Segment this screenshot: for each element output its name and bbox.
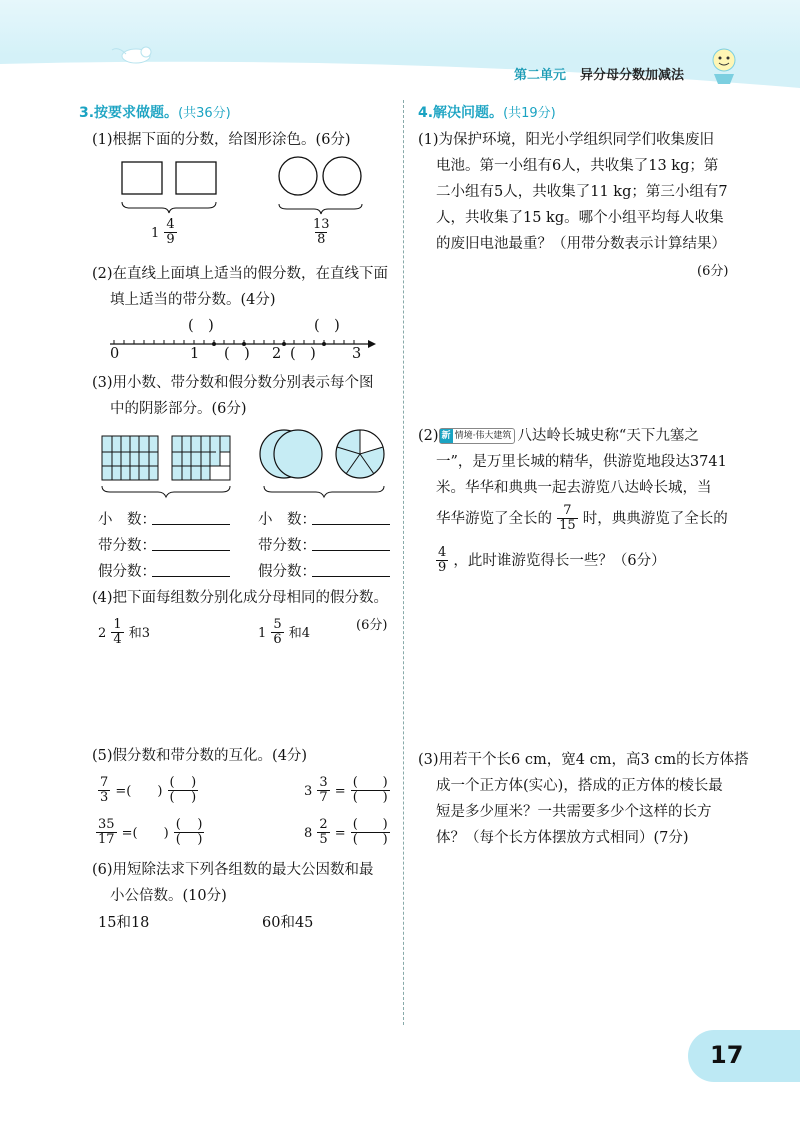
convert-row-4: 8 $\frac{2}{5}$ = $\frac{( )}{( )}$ xyxy=(304,817,388,847)
q4-p3-line2: 成一个正方体(实心)，搭成的正方体的棱长最 xyxy=(436,778,723,794)
circles-figure xyxy=(274,154,370,216)
q4-p2-line1: (2) 新 情境·伟大建筑 八达岭长城史称“天下九塞之 xyxy=(418,428,699,444)
q4-p2-line2: 一”，是万里长城的精华，供游览地段达3741 xyxy=(436,454,727,470)
q4-title: 4.解决问题。 xyxy=(418,105,504,121)
top-blank-1[interactable]: ( ) xyxy=(188,318,214,334)
answer-fraction[interactable]: $\frac{( )}{( )}$ xyxy=(352,775,388,805)
bird-logo-icon xyxy=(108,40,164,70)
q4-p1-line4: 人，共收集了15 kg。哪个小组平均每人收集 xyxy=(436,210,724,226)
rectangles-figure xyxy=(116,158,226,214)
q4-p1-line5: 的废旧电池最重？（用带分数表示计算结果） xyxy=(436,236,726,252)
q3-p4-text: (4)把下面每组数分别化成分母相同的假分数。 xyxy=(92,590,389,606)
q3-points: (共36分) xyxy=(178,106,231,121)
left-improper-answer[interactable] xyxy=(152,560,230,577)
q3-p1-frac2: $\frac{13}{8}$ xyxy=(313,217,330,247)
left-decimal-answer[interactable] xyxy=(152,508,230,525)
q4-p1-line3: 二小组有5人，共收集了11 kg；第三小组有7 xyxy=(436,184,728,200)
tick-0: 0 xyxy=(110,346,120,362)
cartoon-sun-icon xyxy=(706,44,744,86)
q3-p6-b: 60和45 xyxy=(262,915,314,931)
left-improper-label: 假分数： xyxy=(98,564,156,580)
right-decimal-label: 小 数： xyxy=(258,512,316,528)
page-number-tab xyxy=(688,1030,800,1082)
convert-row-2: $\frac{35}{17}$ =( ) $\frac{( )}{( )}$ xyxy=(98,817,203,847)
q3-p4-points: (6分) xyxy=(356,618,388,633)
q4-p3-line4: 体？（每个长方体摆放方式相同）(7分) xyxy=(436,830,689,846)
top-blank-2[interactable]: ( ) xyxy=(314,318,340,334)
q4-p2-line5: $\frac{4}{9}$ ，此时谁游览得长一些？（6分） xyxy=(438,545,666,575)
context-badge: 新 情境·伟大建筑 xyxy=(439,428,516,444)
q4-p2-line3: 米。华华和典典一起去游览八达岭长城，当 xyxy=(436,480,712,496)
q4-p2-line4: 华华游览了全长的 $\frac{7}{15}$ 时，典典游览了全长的 xyxy=(436,503,728,533)
q3-p4-a: 2 $\frac{1}{4}$ 和3 xyxy=(98,617,151,647)
right-improper-answer[interactable] xyxy=(312,560,390,577)
q3-p1-text: (1)根据下面的分数，给图形涂色。(6分) xyxy=(92,132,351,148)
answer-fraction[interactable]: $\frac{( )}{( )}$ xyxy=(352,817,388,847)
unit-title: 异分母分数加减法 xyxy=(580,68,685,83)
convert-row-3: 3 $\frac{3}{7}$ = $\frac{( )}{( )}$ xyxy=(304,775,388,805)
convert-row-1: $\frac{7}{3}$ =( ) $\frac{( )}{( )}$ xyxy=(100,775,197,805)
tick-1: 1 xyxy=(190,346,200,362)
unit-label: 第二单元 xyxy=(514,68,567,83)
q4-p3-line3: 短是多少厘米？一共需要多少个这样的长方 xyxy=(436,804,712,820)
q3-p5-text: (5)假分数和带分数的互化。(4分) xyxy=(92,748,308,764)
left-mixed-label: 带分数： xyxy=(98,538,156,554)
answer-fraction[interactable]: $\frac{( )}{( )}$ xyxy=(169,775,197,805)
q3-p4-b: 1 $\frac{5}{6}$ 和4 xyxy=(258,617,311,647)
column-divider xyxy=(403,100,404,1025)
q3-p2-line1: (2)在直线上面填上适当的假分数，在直线下面 xyxy=(92,266,389,282)
q3-p3-line2: 中的阴影部分。(6分) xyxy=(110,401,247,417)
q4-p3-line1: (3)用若干个长6 cm，宽4 cm，高3 cm的长方体搭 xyxy=(418,752,749,768)
answer-fraction[interactable]: $\frac{( )}{( )}$ xyxy=(175,817,203,847)
q4-p1-line2: 电池。第一小组有6人，共收集了13 kg；第 xyxy=(436,158,719,174)
page-number: 17 xyxy=(710,1041,744,1069)
q4-heading xyxy=(418,102,556,122)
tick-3: 3 xyxy=(352,346,362,362)
circle-pie-figure xyxy=(258,424,388,500)
q3-heading xyxy=(79,102,231,122)
bottom-blank-2[interactable]: ( ) xyxy=(290,346,316,362)
q4-p1-points: (6分) xyxy=(697,264,729,279)
tick-2: 2 xyxy=(272,346,282,362)
q3-title: 3.按要求做题。 xyxy=(79,105,179,121)
right-decimal-answer[interactable] xyxy=(312,508,390,525)
q4-points: (共19分) xyxy=(503,106,556,121)
right-mixed-label: 带分数： xyxy=(258,538,316,554)
left-decimal-label: 小 数： xyxy=(98,512,156,528)
bottom-blank-1[interactable]: ( ) xyxy=(224,346,250,362)
q3-p6-a: 15和18 xyxy=(98,915,150,931)
left-mixed-answer[interactable] xyxy=(152,534,230,551)
q3-p6-line1: (6)用短除法求下列各组数的最大公因数和最 xyxy=(92,862,374,878)
q3-p2-line2: 填上适当的带分数。(4分) xyxy=(110,292,276,308)
q3-p3-line1: (3)用小数、带分数和假分数分别表示每个图 xyxy=(92,375,374,391)
q4-p1-line1: (1)为保护环境，阳光小学组织同学们收集废旧 xyxy=(418,132,715,148)
grid-figure xyxy=(96,430,242,500)
q3-p6-line2: 小公倍数。(10分) xyxy=(110,888,227,904)
q3-p1-frac1: 1 $\frac{4}{9}$ xyxy=(151,217,175,247)
right-mixed-answer[interactable] xyxy=(312,534,390,551)
right-improper-label: 假分数： xyxy=(258,564,316,580)
